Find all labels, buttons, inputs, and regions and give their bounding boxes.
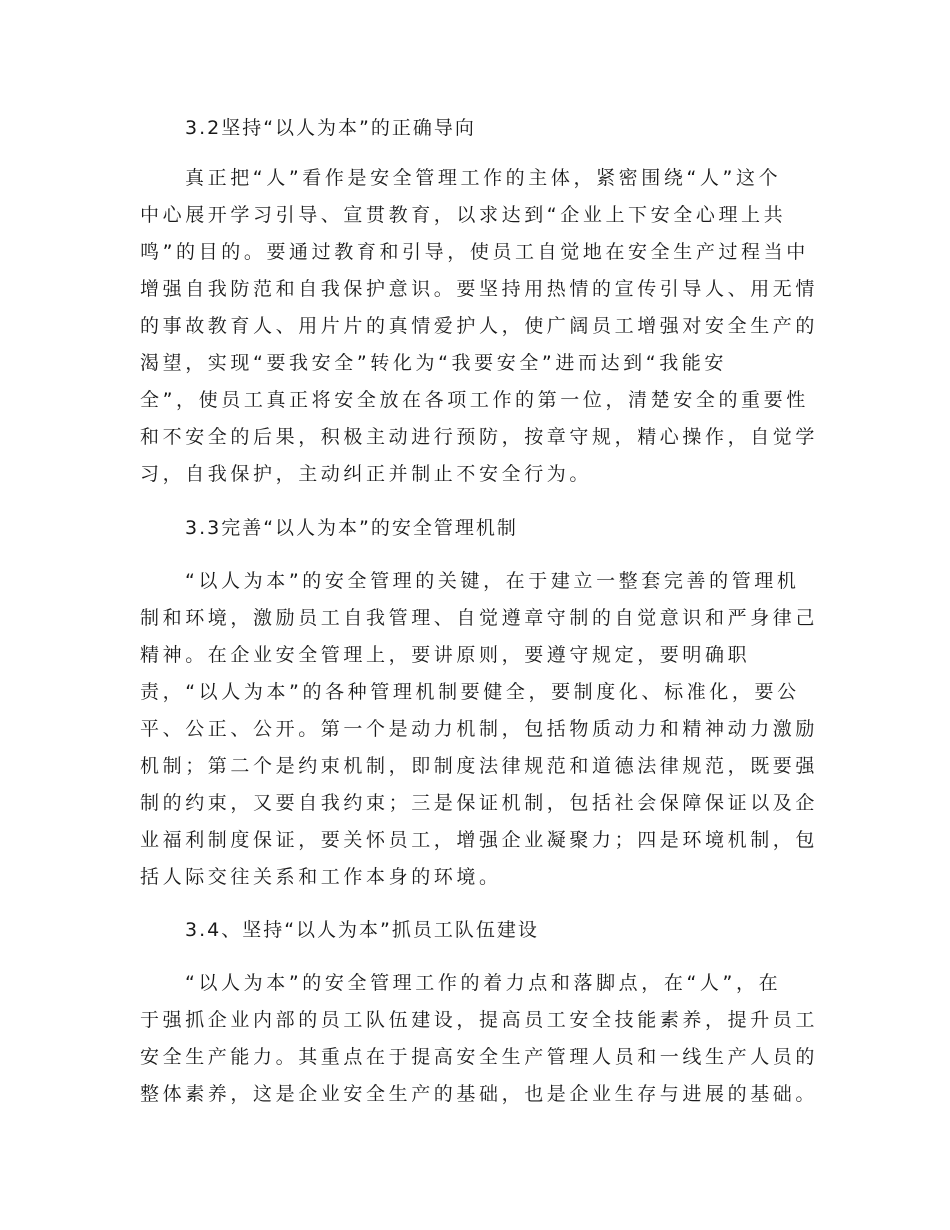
paragraph-line: 制的约束，又要自我约束；三是保证机制，包括社会保障保证以及企 (140, 792, 819, 814)
paragraph-line: 整体素养，这是企业安全生产的基础，也是企业生存与进展的基础。 (140, 1083, 819, 1105)
paragraph-line: 业福利制度保证，要关怀员工，增强企业凝聚力；四是环境机制，包 (140, 829, 819, 851)
paragraph-line: 习，自我保护，主动纠正并制止不安全行为。 (140, 463, 593, 485)
paragraph-line: 增强自我防范和自我保护意识。要坚持用热情的宣传引导人、用无情 (140, 278, 819, 300)
paragraph-line: 中心展开学习引导、宣贯教育，以求达到“企业上下安全心理上共 (140, 204, 787, 226)
paragraph-line: 于强抓企业内部的员工队伍建设，提高员工安全技能素养，提升员工 (140, 1009, 819, 1031)
paragraph-line: 鸣”的目的。要通过教育和引导，使员工自觉地在安全生产过程当中 (140, 241, 809, 263)
paragraph-line: 制和环境，激励员工自我管理、自觉遵章守制的自觉意识和严身律己 (140, 607, 819, 629)
paragraph-line: 真正把“人”看作是安全管理工作的主体，紧密围绕“人”这个 (185, 167, 782, 189)
paragraph-line: 和不安全的后果，积极主动进行预防，按章守规，精心操作，自觉学 (140, 426, 819, 448)
paragraph-line: 的事故教育人、用片片的真情爱护人，使广阔员工增强对安全生产的 (140, 315, 819, 337)
section-heading-3-4: 3.4、坚持“以人为本”抓员工队伍建设 (185, 919, 539, 941)
paragraph-line: 精神。在企业安全管理上，要讲原则，要遵守规定，要明确职 (140, 644, 751, 666)
paragraph-line: 全”，使员工真正将安全放在各项工作的第一位，清楚安全的重要性 (140, 389, 809, 411)
paragraph-line: 平、公正、公开。第一个是动力机制，包括物质动力和精神动力激励 (140, 718, 819, 740)
paragraph-line: 括人际交往关系和工作本身的环境。 (140, 866, 502, 888)
paragraph-line: 机制；第二个是约束机制，即制度法律规范和道德法律规范，既要强 (140, 755, 819, 777)
paragraph-line: 责，“以人为本”的各种管理机制要健全，要制度化、标准化，要公 (140, 681, 800, 703)
paragraph-line: 渴望，实现“要我安全”转化为“我要安全”进而达到“我能安 (140, 352, 728, 374)
paragraph-line: 安全生产能力。其重点在于提高安全生产管理人员和一线生产人员的 (140, 1046, 819, 1068)
section-heading-3-3: 3.3完善“以人为本”的安全管理机制 (185, 517, 518, 539)
paragraph-line: “以人为本”的安全管理工作的着力点和落脚点，在“人”，在 (185, 972, 782, 994)
section-heading-3-2: 3.2坚持“以人为本”的正确导向 (185, 117, 476, 139)
paragraph-line: “以人为本”的安全管理的关键，在于建立一整套完善的管理机 (185, 570, 800, 592)
